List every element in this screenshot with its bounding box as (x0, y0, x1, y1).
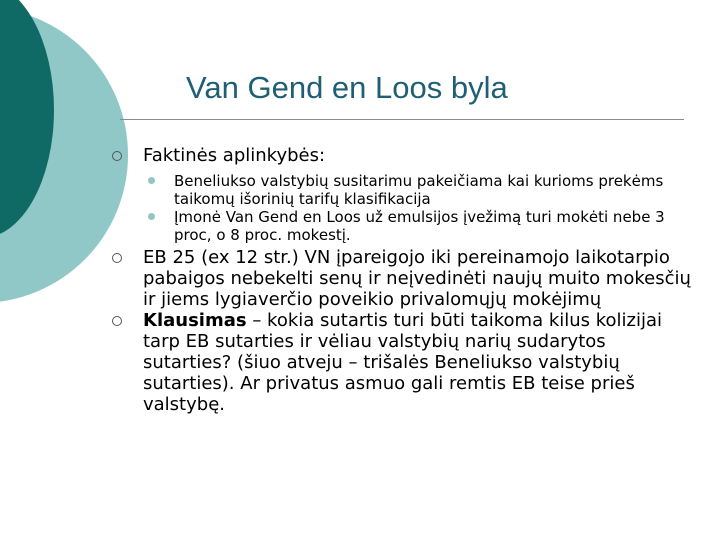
hollow-circle-bullet-icon (112, 253, 122, 263)
sub-bullet-text: Beneliukso valstybių susitarimu pakeičiama kai kurioms prekėms taikomų išorinių tarifų klasifikacija (174, 172, 664, 208)
hollow-circle-bullet-icon (112, 316, 122, 326)
sub-bullet-item (112, 172, 692, 208)
sub-bullet-text: Įmonė Van Gend en Loos už emulsijos įvežimą turi mokėti nebe 3 proc, o 8 proc. mokestį. (174, 208, 665, 244)
hollow-circle-bullet-icon (112, 151, 122, 161)
bullet-text: Faktinės aplinkybės: (143, 145, 326, 166)
bullet-item-facts (112, 145, 692, 166)
sub-bullet-list (112, 172, 692, 244)
filled-circle-bullet-icon (148, 177, 155, 184)
slide-title: Van Gend en Loos byla (186, 70, 508, 105)
bullet-text: EB 25 (ex 12 str.) VN įpareigojo iki pereinamojo laikotarpio pabaigos nebekelti senų ir neįvedinėti naujų muito mokesčių ir jiems lygiaverčio poveikio privalomųjų mokėjimų (143, 247, 691, 310)
sub-bullet-item (112, 208, 692, 244)
bullet-list (112, 145, 692, 415)
bullet-text: – kokia sutartis turi būti taikoma kilus kolizijai tarp EB sutarties ir vėliau valstybių narių sudarytos sutarties? (šiuo atveju – trišalės Beneliukso valstybių sutarties). Ar privatus asmuo gali remtis EB teise prieš valstybę. (143, 310, 663, 415)
title-divider (120, 119, 684, 120)
bullet-item-eb25 (112, 247, 692, 310)
bullet-item-question (112, 310, 692, 415)
filled-circle-bullet-icon (148, 213, 155, 220)
bullet-lead-text: Klausimas (143, 310, 247, 331)
